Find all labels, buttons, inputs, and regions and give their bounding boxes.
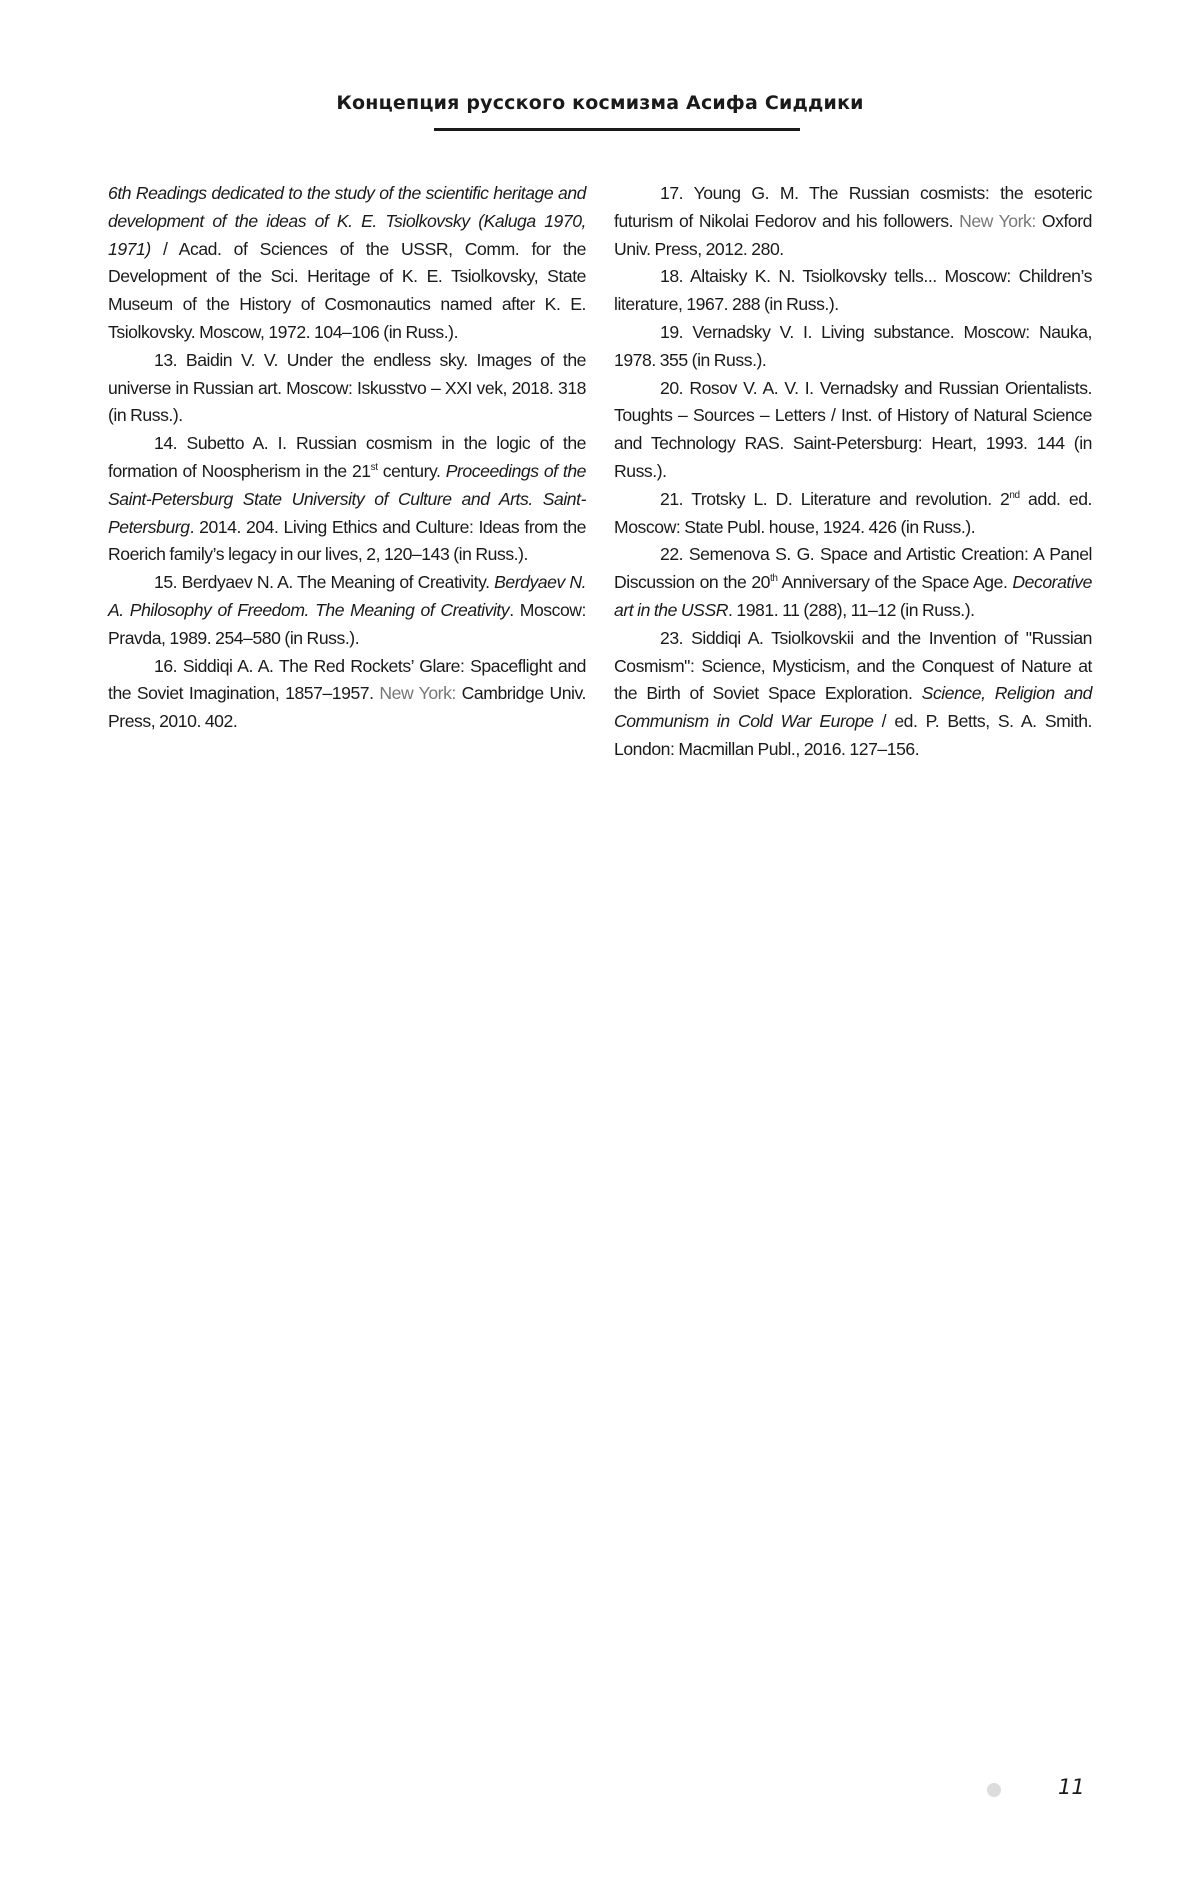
page-number: 11	[1058, 1775, 1085, 1799]
reference-italic: Proceedings of the Saint-Petersburg State University of Culture and Arts. Saint-Petersburg	[108, 460, 586, 537]
reference-text: 23. Siddiqi A. Tsiolkovskii and the Invention of "Russian Cosmism": Science, Mysticism, and the Conquest of Nature at the Birth of Soviet Space Exploration.	[614, 627, 1092, 704]
reference-text: add. ed. Moscow: State Publ. house, 1924. 426 (in Russ.).	[614, 488, 1092, 537]
reference-text: . 1981. 11 (288), 11–12 (in Russ.).	[727, 599, 975, 620]
reference-text: 22. Semenova S. G. Space and Artistic Creation: A Panel Discussion on the 20	[614, 544, 1092, 593]
reference-19: 19. Vernadsky V. I. Living substance. Moscow: Nauka, 1978. 355 (in Russ.).	[614, 321, 1092, 370]
reference-city: New York:	[959, 210, 1036, 231]
reference-text: Cambridge Univ. Press, 2010. 402.	[108, 683, 586, 732]
reference-20: 20. Rosov V. A. V. I. Vernadsky and Russian Orientalists. Toughts – Sources – Letters / Inst. of History of Natural Science and Technology RAS. Saint-Petersburg: Heart, 1993. 144 (in Russ.).	[614, 377, 1092, 481]
superscript: nd	[1009, 489, 1020, 501]
reference-22	[614, 541, 1092, 624]
reference-18: 18. Altaisky K. N. Tsiolkovsky tells... Moscow: Children’s literature, 1967. 288 (in Russ.).	[614, 266, 1092, 315]
page-marker-dot-icon	[987, 1783, 1001, 1797]
references-left-column	[108, 180, 586, 736]
reference-text: . Moscow: Pravda, 1989. 254–580 (in Russ.).	[108, 599, 586, 648]
superscript: th	[770, 573, 778, 585]
running-header: Концепция русского космизма Асифа Сиддики	[336, 92, 864, 114]
reference-italic: Decorative art in the USSR	[614, 572, 1092, 620]
reference-city: New York:	[379, 683, 456, 704]
reference-text: Anniversary of the Space Age.	[777, 572, 1013, 593]
reference-17	[614, 180, 1092, 263]
reference-text: 21. Trotsky L. D. Literature and revolution. 2	[660, 488, 1010, 509]
reference-text: / Acad. of Sciences of the USSR, Comm. for the Development of the Sci. Heritage of K. E. Tsiolkovsky, State Museum of the History of Cosmonautics named after K. E. Tsiolkovsky. Moscow, 1972. 104–106 (in Russ.).	[108, 238, 586, 342]
reference-text: . 2014. 204. Living Ethics and Culture: Ideas from the Roerich family’s legacy in our lives, 2, 120–143 (in Russ.).	[108, 516, 586, 565]
reference-text: 15. Berdyaev N. A. The Meaning of Creativity.	[154, 572, 495, 593]
reference-23	[614, 625, 1092, 764]
reference-16	[108, 653, 586, 736]
reference-italic: Science, Religion and Communism in Cold War Europe	[614, 683, 1093, 732]
reference-21	[614, 486, 1092, 542]
reference-text: 17. Young G. M. The Russian cosmists: the esoteric futurism of Nikolai Fedorov and his followers.	[614, 183, 1092, 231]
reference-15	[108, 569, 586, 652]
references-right-column	[614, 180, 1092, 764]
reference-13: 13. Baidin V. V. Under the endless sky. Images of the universe in Russian art. Moscow: Iskusstvo – XXI vek, 2018. 318 (in Russ.).	[108, 349, 586, 426]
reference-text: / ed. P. Betts, S. A. Smith. London: Macmillan Publ., 2016. 127–156.	[614, 711, 1092, 759]
reference-12-continuation	[108, 180, 586, 347]
superscript: st	[370, 462, 378, 474]
reference-text: 16. Siddiqi A. A. The Red Rockets’ Glare: Spaceflight and the Soviet Imagination, 1857–1957.	[108, 655, 586, 704]
reference-italic: 6th Readings dedicated to the study of the scientific heritage and development of the ideas of K. E. Tsiolkovsky (Kaluga 1970, 1971)	[108, 183, 586, 259]
reference-14	[108, 430, 586, 569]
reference-italic: Berdyaev N. A. Philosophy of Freedom. The Meaning of Creativity	[108, 572, 587, 620]
header-rule	[434, 128, 800, 131]
reference-text: 14. Subetto A. I. Russian cosmism in the logic of the formation of Noospherism in the 21	[108, 433, 586, 481]
reference-text: Oxford Univ. Press, 2012. 280.	[614, 210, 1092, 259]
reference-text: century.	[377, 460, 446, 481]
